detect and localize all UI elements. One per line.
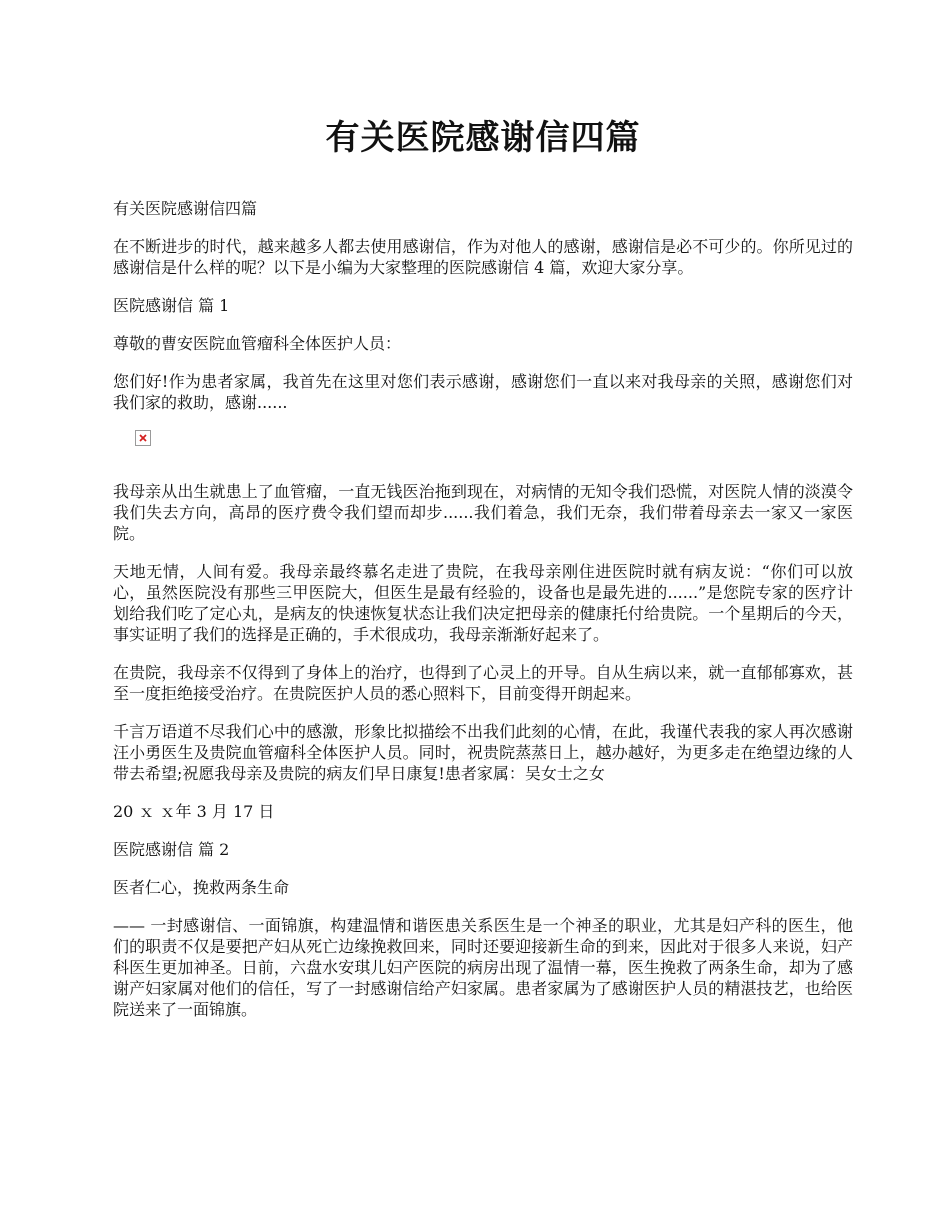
broken-image-icon [135, 430, 151, 446]
date-paragraph: 20 ｘ ｘ年 3 月 17 日 [113, 802, 275, 821]
greeting-paragraph: 您们好!作为患者家属，我首先在这里对您们表示感谢，感谢您们一直以来对我母亲的关照，感谢您们对我们家的救助，感谢...... [113, 372, 853, 412]
intro-paragraph: 在不断进步的时代，越来越多人都去使用感谢信，作为对他人的感谢，感谢信是必不可少的。你所见过的感谢信是什么样的呢？以下是小编为大家整理的医院感谢信 4 篇，欢迎大家分享。 [113, 237, 853, 277]
section-heading-1: 医院感谢信 篇 1 [113, 296, 230, 315]
document-title: 有关医院感谢信四篇 [325, 118, 641, 158]
body-paragraph: 我母亲从出生就患上了血管瘤，一直无钱医治拖到现在，对病情的无知令我们恐慌，对医院人情的淡漠令我们失去方向，高昂的医疗费令我们望而却步......我们着急，我们无奈，我们带着母亲去一家又一家医院。 [113, 482, 853, 543]
subtitle-paragraph: 有关医院感谢信四篇 [113, 199, 258, 218]
salutation-paragraph: 尊敬的曹安医院血管瘤科全体医护人员： [113, 334, 402, 353]
section-heading-2: 医院感谢信 篇 2 [113, 840, 230, 859]
body-paragraph: —— 一封感谢信、一面锦旗，构建温情和谐医患关系医生是一个神圣的职业，尤其是妇产科的医生，他们的职责不仅是要把产妇从死亡边缘挽救回来，同时还要迎接新生命的到来，因此对于很多人来说，妇产科医生更加神圣。日前，六盘水安琪儿妇产医院的病房出现了温情一幕，医生挽救了两条生命，却为了感谢产妇家属对他们的信任，写了一封感谢信给产妇家属。患者家属为了感谢医护人员的精湛技艺，也给医院送来了一面锦旗。 [113, 916, 853, 1019]
letter-title-paragraph: 医者仁心，挽救两条生命 [113, 878, 290, 897]
document-page [113, 108, 853, 1037]
body-paragraph: 千言万语道不尽我们心中的感激，形象比拟描绘不出我们此刻的心情，在此，我谨代表我的家人再次感谢汪小勇医生及贵院血管瘤科全体医护人员。同时，祝贵院蒸蒸日上，越办越好，为更多走在绝望边缘的人带去希望;祝愿我母亲及贵院的病友们早日康复!患者家属：吴女士之女 [113, 722, 853, 783]
red-x-icon [137, 432, 149, 444]
body-paragraph: 天地无情，人间有爱。我母亲最终慕名走进了贵院，在我母亲刚住进医院时就有病友说：“你们可以放心，虽然医院没有那些三甲医院大，但医生是最有经验的，设备也是最先进的......”是您院专家的医疗计划给我们吃了定心丸，是病友的快速恢复状态让我们决定把母亲的健康托付给贵院。一个星期后的今天，事实证明了我们的选择是正确的，手术很成功，我母亲渐渐好起来了。 [113, 562, 853, 644]
body-paragraph: 在贵院，我母亲不仅得到了身体上的治疗，也得到了心灵上的开导。自从生病以来，就一直郁郁寡欢，甚至一度拒绝接受治疗。在贵院医护人员的悉心照料下，目前变得开朗起来。 [113, 663, 853, 703]
